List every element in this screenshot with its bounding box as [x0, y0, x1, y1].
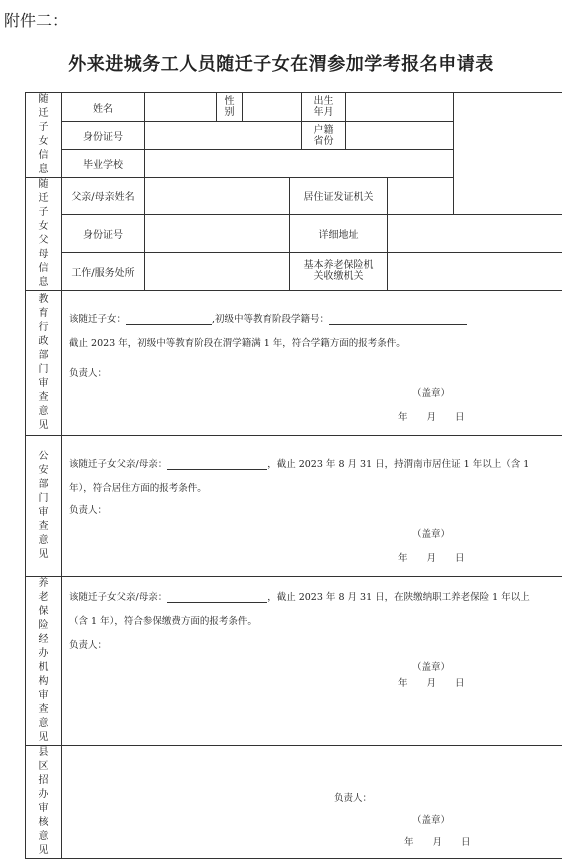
hukou-label: 户籍 省份: [302, 122, 346, 150]
pension-line1-b: ，截止 2023 年 8 月 31 日，在陕缴纳职工养老保险 1 年以上: [267, 592, 530, 603]
child-name-field[interactable]: [145, 93, 217, 122]
education-line1-b: ,初级中等教育阶段学籍号：: [212, 314, 329, 325]
police-line1-b: ，截止 2023 年 8 月 31 日，持渭南市居住证 1 年以上（含 1: [267, 459, 529, 470]
pension-line2: （含 1 年），符合参保缴费方面的报考条件。: [69, 613, 257, 627]
police-seal: （盖章）: [412, 526, 450, 540]
pension-authority-label: 基本养老保险机 关收缴机关: [290, 252, 388, 290]
hukou-field[interactable]: [346, 122, 454, 150]
birth-label: 出生 年月: [302, 93, 346, 122]
pension-review-box: [62, 577, 562, 746]
county-date: 年 月 日: [404, 834, 471, 848]
child-info-section: 随 迁 子 女 信 息: [26, 93, 62, 178]
education-date: 年 月 日: [398, 409, 465, 423]
police-review-box: [62, 436, 562, 577]
child-id-label: 身份证号: [62, 122, 145, 150]
county-responsible: 负责人：: [334, 790, 372, 804]
pension-responsible: 负责人：: [69, 637, 107, 651]
pension-section: 养 老 保 险 经 办 机 构 审 查 意 见: [26, 577, 62, 746]
form-title: 外来进城务工人员随迁子女在渭参加学考报名申请表: [0, 50, 562, 76]
parent-id-field[interactable]: [145, 214, 290, 252]
county-seal: （盖章）: [412, 812, 450, 826]
application-form: [25, 92, 562, 859]
photo-box: [454, 93, 562, 215]
police-line2: 年），符合居住方面的报考条件。: [69, 480, 207, 494]
pension-seal: （盖章）: [412, 659, 450, 673]
education-review-box: [62, 291, 562, 436]
police-responsible: 负责人：: [69, 502, 107, 516]
education-section: 教 育 行 政 部 门 审 查 意 见: [26, 291, 62, 436]
education-student-number-blank[interactable]: [329, 313, 467, 325]
pension-authority-field[interactable]: [388, 252, 562, 290]
parent-name-label: 父亲/母亲姓名: [62, 178, 145, 215]
birth-field[interactable]: [346, 93, 454, 122]
parent-name-field[interactable]: [145, 178, 290, 215]
education-line2: 截止 2023 年，初级中等教育阶段在渭学籍满 1 年，符合学籍方面的报考条件。: [69, 335, 406, 349]
child-name-label: 姓名: [62, 93, 145, 122]
address-label: 详细地址: [290, 214, 388, 252]
child-id-field[interactable]: [145, 122, 302, 150]
parent-info-section: 随 迁 子 女 父 母 信 息: [26, 178, 62, 291]
education-responsible: 负责人：: [69, 365, 107, 379]
county-review-box: [62, 746, 562, 859]
gender-field[interactable]: [243, 93, 302, 122]
residence-authority-field[interactable]: [388, 178, 454, 215]
education-line1-a: 该随迁子女：: [69, 314, 126, 325]
pension-parent-name-blank[interactable]: [167, 591, 267, 603]
workplace-field[interactable]: [145, 252, 290, 290]
gender-label: 性 别: [217, 93, 243, 122]
county-section: 县 区 招 办 审 核 意 见: [26, 746, 62, 859]
attachment-label: 附件二：: [4, 8, 68, 31]
police-parent-name-blank[interactable]: [167, 458, 267, 470]
police-line1-a: 该随迁子女父亲/母亲：: [69, 459, 167, 470]
school-field[interactable]: [145, 150, 454, 178]
pension-line1-a: 该随迁子女父亲/母亲：: [69, 592, 167, 603]
residence-authority-label: 居住证发证机关: [290, 178, 388, 215]
police-date: 年 月 日: [398, 550, 465, 564]
education-child-name-blank[interactable]: [126, 313, 212, 325]
workplace-label: 工作/服务处所: [62, 252, 145, 290]
address-field[interactable]: [388, 214, 562, 252]
parent-id-label: 身份证号: [62, 214, 145, 252]
school-label: 毕业学校: [62, 150, 145, 178]
police-section: 公 安 部 门 审 查 意 见: [26, 436, 62, 577]
pension-date: 年 月 日: [398, 675, 465, 689]
education-seal: （盖章）: [412, 385, 450, 399]
